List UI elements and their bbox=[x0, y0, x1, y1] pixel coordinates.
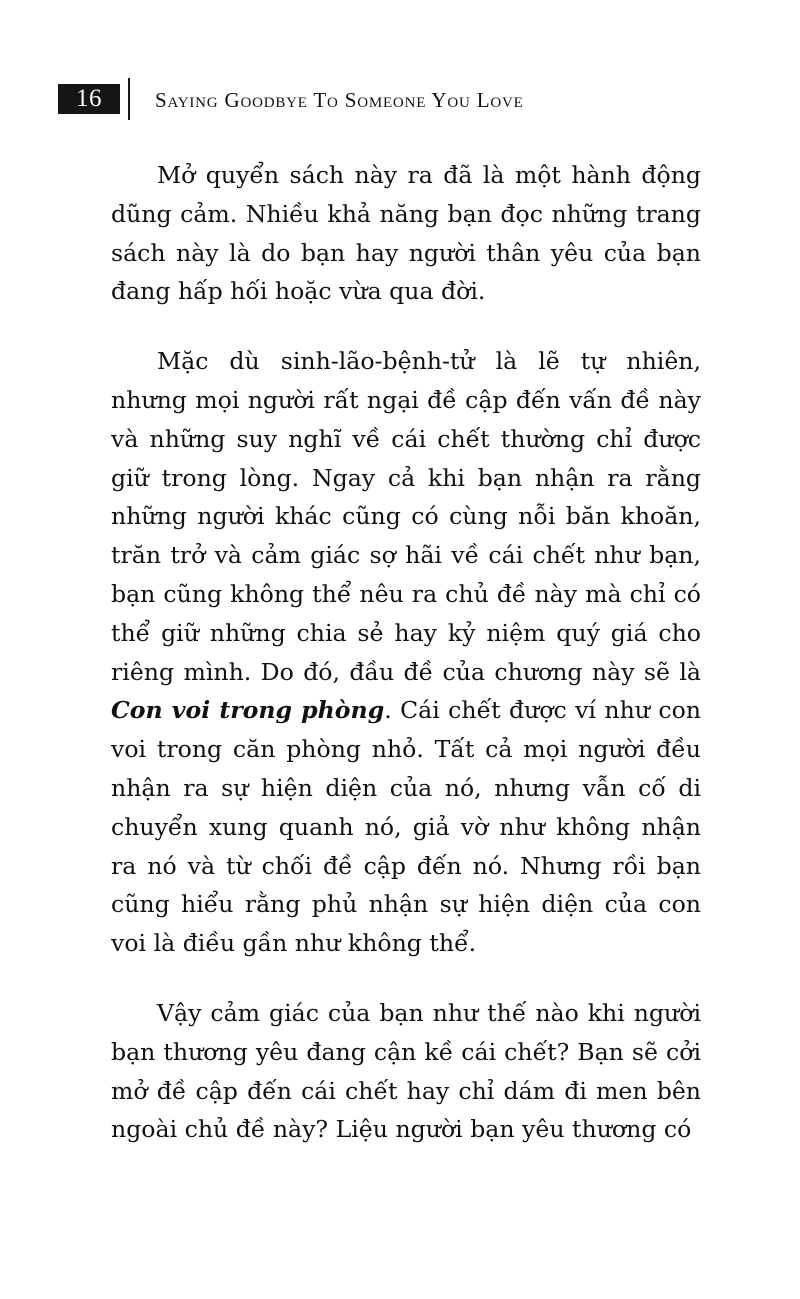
body-paragraph-2-lead-text: Mặc dù sinh-lão-bệnh-tử là lẽ tự nhiên, nhưng mọi người rất ngại đề cập đến vấn đề này và những suy nghĩ về cái chết thường chỉ được giữ trong lòng. Ngay cả khi bạn nhận ra rằng những người khác cũng có cùng nỗi băn khoăn, trăn trở và cảm giác sợ hãi về cái chết như bạn, bạn cũng không thể nêu ra chủ đề này mà chỉ có thể giữ những chia sẻ hay kỷ niệm quý giá cho riêng mình. Do đó, đầu đề của chương này sẽ là bbox=[111, 347, 701, 686]
body-paragraph-1: Mở quyển sách này ra đã là một hành động dũng cảm. Nhiều khả năng bạn đọc những trang sách này là do bạn hay người thân yêu của bạn đang hấp hối hoặc vừa qua đời. bbox=[111, 161, 701, 306]
body-paragraph-2 bbox=[111, 342, 701, 963]
body-paragraph-2-trailing-text: . Cái chết được ví như con voi trong căn phòng nhỏ. Tất cả mọi người đều nhận ra sự hiện diện của nó, nhưng vẫn cố di chuyển xung quanh nó, giả vờ như không nhận ra nó và từ chối đề cập đến nó. Nhưng rồi bạn cũng hiểu rằng phủ nhận sự hiện diện của con voi là điều gần như không thể. bbox=[111, 696, 701, 958]
header-divider bbox=[128, 78, 130, 120]
chapter-title-emphasis: Con voi trong phòng bbox=[111, 696, 385, 725]
body-paragraph-3: Vậy cảm giác của bạn như thế nào khi người bạn thương yêu đang cận kề cái chết? Bạn sẽ cởi mở đề cập đến cái chết hay chỉ dám đi men bên ngoài chủ đề này? Liệu người bạn yêu thương có bbox=[111, 998, 701, 1144]
page-header bbox=[58, 78, 524, 120]
running-title: Saying Goodbye To Someone You Love bbox=[155, 87, 524, 112]
page-number: 16 bbox=[58, 84, 120, 114]
page-body bbox=[111, 156, 701, 1149]
